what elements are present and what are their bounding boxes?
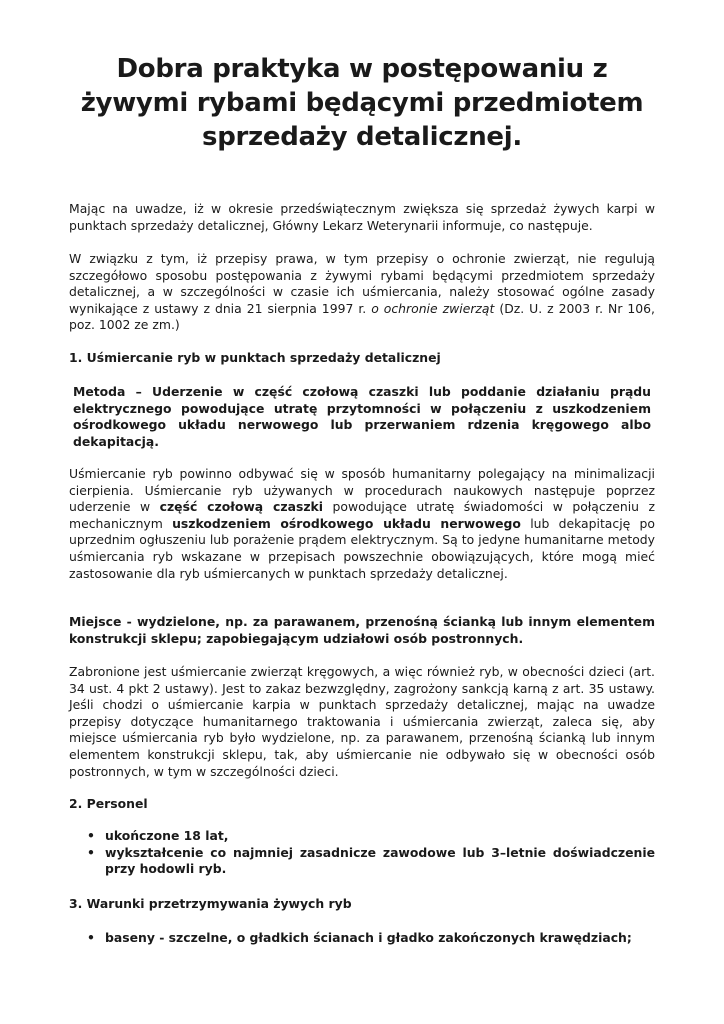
intro-text-2 — [69, 251, 655, 334]
conditions-list-block — [69, 930, 655, 947]
section-2-heading — [69, 796, 655, 813]
place-block — [69, 614, 655, 647]
humane-paragraph — [69, 466, 655, 582]
section-2-heading-text: 2. Personel — [69, 796, 148, 811]
method-block — [69, 384, 655, 450]
humane-text — [69, 466, 655, 582]
document-title: Dobra praktyka w postępowaniu z żywymi rybami będącymi przedmiotem sprzedaży detalicznej. — [80, 54, 644, 152]
list-item: • wykształcenie co najmniej zasadnicze zawodowe lub 3–letnie doświadczenie przy hodowli ryb. — [69, 845, 655, 878]
forbidden-text: Zabronione jest uśmiercanie zwierząt kręgowych, a więc również ryb, w obecności dzieci (art. 34 ust. 4 pkt 2 ustawy). Jest to zakaz bezwzględny, zagrożony sankcją karną z art. 35 ustawy. Jeśli chodzi o uśmiercanie karpia w punktach sprzedaży detalicznej, mając na uwadze przepisy dotyczące humanitarnego traktowania i uśmiercania zwierząt, zaleca się, aby miejsce uśmiercania ryb było wydzielone, np. za parawanem, przenośną ścianką lub innym elementem konstrukcji sklepu, tak, aby uśmiercanie nie odbywało się w obecności osób postronnych, w tym w szczególności dzieci. — [69, 664, 655, 779]
forbidden-paragraph — [69, 664, 655, 780]
list-item: • baseny - szczelne, o gładkich ścianach i gładko zakończonych krawędziach; — [69, 930, 655, 947]
humane-text-b: powodujące utratę świadomości w połączeniu z mechanicznym — [69, 499, 655, 531]
intro-text-2-a: W związku z tym, iż przepisy prawa, w tym przepisy o ochronie zwierząt, nie regulują szczegółowo sposobu postępowania z żywymi rybami będącymi przedmiotem sprzedaży detalicznej, a w szczególności w czasie ich uśmiercania, należy stosować ogólne zasady wynikające z ustawy z dnia 21 sierpnia 1997 r. — [69, 251, 655, 316]
humane-text-a: Uśmiercanie ryb powinno odbywać się w sposób humanitarny polegający na minimalizacji cierpienia. Uśmiercanie ryb używanych w procedurach naukowych następuje poprzez uderzenie w — [69, 466, 655, 515]
intro-paragraph-1 — [69, 201, 655, 234]
act-title: o ochronie zwierząt — [371, 300, 495, 316]
list-item: • ukończone 18 lat, — [69, 828, 655, 845]
section-3-heading — [69, 896, 655, 913]
intro-text-1: Mając na uwadze, iż w okresie przedświątecznym zwiększa się sprzedaż żywych karpi w punktach sprzedaży detalicznej, Główny Lekarz Weterynarii informuje, co następuje. — [69, 201, 655, 233]
humane-bold-2: uszkodzeniem ośrodkowego układu nerwowego — [172, 515, 521, 531]
section-1-heading-text: 1. Uśmiercanie ryb w punktach sprzedaży detalicznej — [69, 350, 441, 365]
intro-paragraph-2 — [69, 251, 655, 334]
conditions-list — [69, 930, 655, 947]
intro-text-2-b: (Dz. U. z 2003 r. Nr 106, poz. 1002 ze zm.) — [69, 300, 655, 333]
section-3-heading-text: 3. Warunki przetrzymywania żywych ryb — [69, 896, 352, 911]
personnel-list — [69, 828, 655, 878]
place-text: Miejsce - wydzielone, np. za parawanem, przenośną ścianką lub innym elementem konstrukcji sklepu; zapobiegającym udziałowi osób postronnych. — [69, 614, 655, 646]
section-1-heading — [69, 350, 655, 367]
humane-text-c: lub dekapitację po uprzednim ogłuszeniu lub porażenie prądem elektrycznym. Są to jedyne humanitarne metody uśmiercania ryb wskazane w przepisach powszechnie obowiązujących, które mogą mieć zastosowanie dla ryb uśmiercanych w punktach sprzedaży detalicznej. — [69, 515, 655, 581]
method-text: Metoda – Uderzenie w część czołową czaszki lub poddanie działaniu prądu elektrycznego powodujące utratę przytomności w połączeniu z uszkodzeniem ośrodkowego układu nerwowego lub przerwaniem rdzenia kręgowego albo dekapitacją. — [73, 384, 651, 449]
personnel-list-block — [69, 828, 655, 878]
humane-bold-1: część czołową czaszki — [159, 499, 324, 515]
